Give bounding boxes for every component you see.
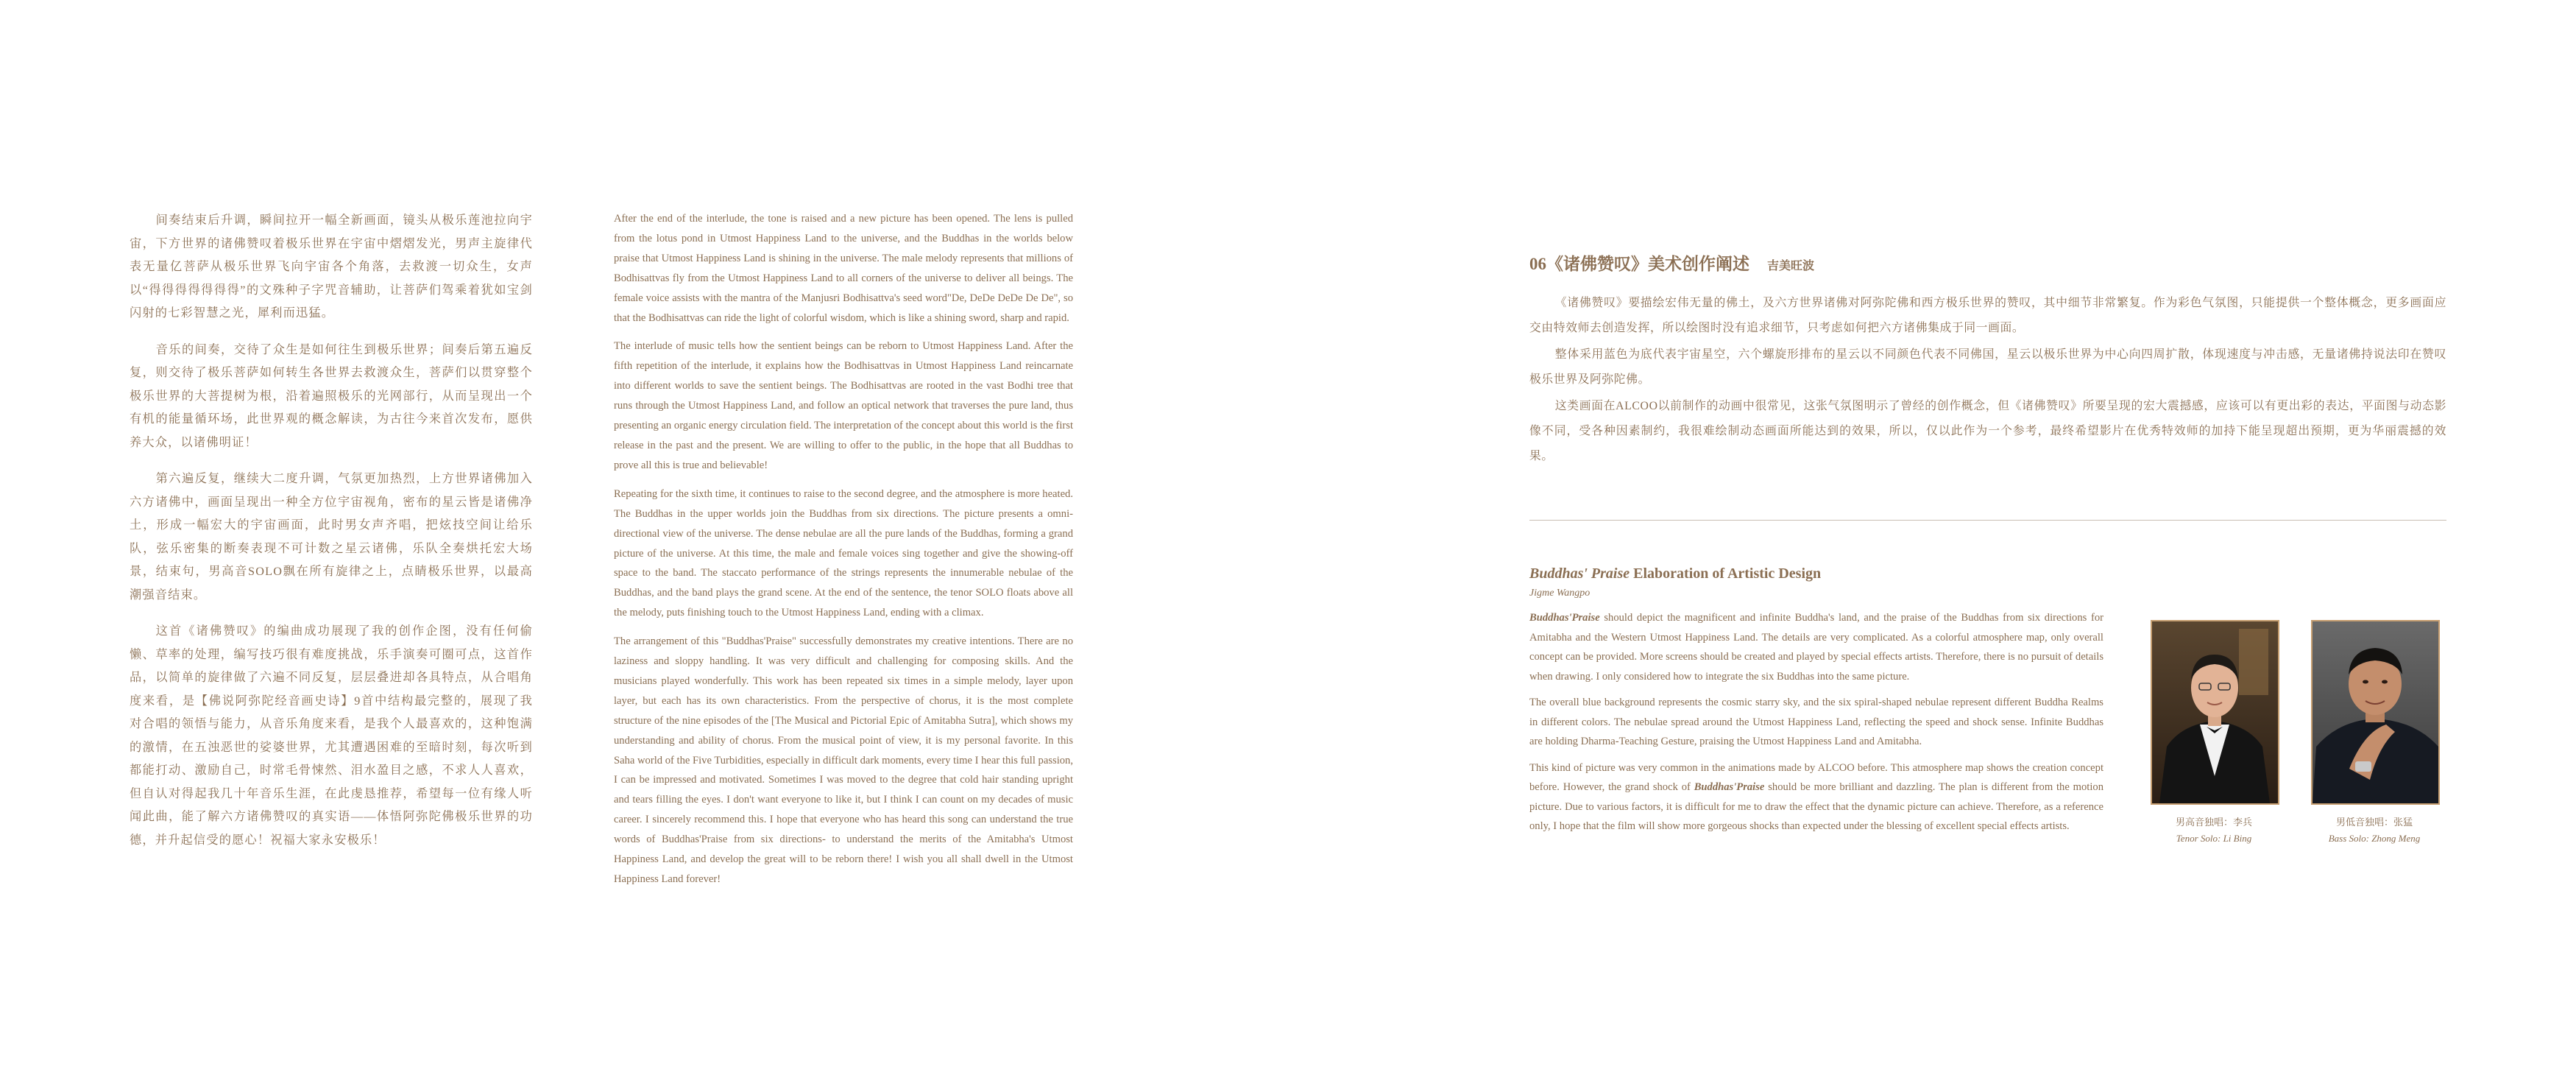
cn-paragraph: 第六遍反复，继续大二度升调，气氛更加热烈，上方世界诸佛加入六方诸佛中，画面呈现出一种全方位宇宙视角，密布的星云皆是诸佛净土，形成一幅宏大的宇宙画面，此时男女声齐唱，把炫技空间让给乐队，弦乐密集的断奏表现不可计数之星云诸佛，乐队全奏烘托宏大场景，结束句，男高音SOLO飘在所有旋律之上，点睛极乐世界，以最高潮强音结束。	[130, 472, 533, 602]
middle-english-column	[614, 209, 1073, 898]
bass-caption	[2301, 814, 2448, 847]
paragraph-text: This kind of picture was very common in the animations made by ALCOO before. This atmosphere map shows the creation concept before. However, the grand shock of	[1529, 761, 2103, 793]
inline-title: Buddhas'Praise	[1694, 781, 1765, 793]
tenor-portrait-photo	[2151, 620, 2279, 805]
english-title	[1529, 565, 2103, 582]
bass-caption-cn: 男低音独唱：张猛	[2335, 817, 2413, 828]
section-divider	[1529, 520, 2446, 521]
en-paragraph	[1529, 758, 2103, 836]
cn-paragraph: 音乐的间奏，交待了众生是如何往生到极乐世界；间奏后第五遍反复，则交待了极乐菩萨如何转生各世界去救渡众生，菩萨们以贯穿整个极乐世界的大菩提树为根，沿着遍照极乐的光网部行，从而呈现出一个有机的能量循环场，此世界观的概念解读，为古往今来首次发布，愿供养大众，以诸佛明证！	[130, 342, 533, 449]
section-title-text: 06《诸佛赞叹》美术创作阐述	[1529, 255, 1749, 273]
right-chinese-section	[1529, 250, 2446, 471]
inline-title: Buddhas'Praise	[1529, 612, 1600, 624]
bass-caption-en: Bass Solo: Zhong Meng	[2328, 833, 2421, 844]
en-paragraph	[1529, 608, 2103, 686]
english-author: Jigme Wangpo	[1529, 588, 1590, 599]
section-body	[1529, 291, 2446, 469]
cn-paragraph: 这类画面在ALCOO以前制作的动画中很常见，这张气氛图明示了曾经的创作概念，但《诸佛赞叹》所要呈现的宏大震撼感，应该可以有更出彩的表达，平面图与动态影像不同，受各种因素制约，我很难绘制动态画面所能达到的效果，所以，仅以此作为一个参考，最终希望影片在优秀特效师的加持下能呈现超出预期，更为华丽震撼的效果。	[1529, 400, 2446, 462]
en-paragraph: The arrangement of this "Buddhas'Praise" successfully demonstrates my creative intentions. There are no laziness and sloppy handling. It was very difficult and challenging for composing skills. And the musicians played wonderfully. This work has been repeated six times in a simple melody, layer upon layer, but each has its own characteristics. From the perspective of chorus, it is the most complete structure of the nine episodes of the [The Musical and Pictorial Epic of Amitabha Sutra], which shows my understanding and ability of chorus. From the musical point of view, it is my personal favorite. In this Saha world of the Five Turbidities, especially in difficult dark moments, every time I hear this full passion, I can be impressed and motivated. Sometimes I was moved to the degree that cold hair standing upright and tears filling the eyes. I don't want everyone to like it, but I think I can count on my decades of music career. I sincerely recommend this. I hope that everyone who has heard this song can understand the true words of Buddhas'Praise from six directions- to understand the merits of the Amitabha's Utmost Happiness Land, and develop the great will to be reborn there! I wish you all shall dwell in the Utmost Happiness Land forever!	[614, 635, 1073, 885]
left-chinese-column	[130, 209, 533, 865]
tenor-caption-cn: 男高音独唱：李兵	[2175, 817, 2252, 828]
paragraph-text: should depict the magnificent and infinite Buddha's land, and the praise of the Buddhas from six directions for Amitabha and the Western Utmost Happiness Land. The details are very complicated. As a colorful atmosphere map, only overall concept can be provided. More screens should be created and played by special effects artists. Therefore, there is no pursuit of details when drawing. I only considered how to integrate the six Buddhas into the same picture.	[1529, 612, 2103, 683]
title-rest: Elaboration of Artistic Design	[1630, 565, 1822, 582]
section-author: 吉美旺波	[1767, 260, 1815, 272]
tenor-caption-en: Tenor Solo: Li Bing	[2176, 833, 2252, 844]
right-english-section	[1529, 565, 2103, 843]
bass-portrait-photo	[2311, 620, 2440, 805]
en-paragraph: The overall blue background represents the cosmic starry sky, and the six spiral-shaped nebulae represent different Buddha Realms in different colors. The nebulae spread around the Utmost Happiness Land, reflecting the speed and shock sense. Infinite Buddhas are holding Dharma-Teaching Gesture, praising the Utmost Happiness Land and Amitabha.	[1529, 697, 2103, 747]
cn-paragraph: 整体采用蓝色为底代表宇宙星空，六个螺旋形排布的星云以不同颜色代表不同佛国，星云以极乐世界为中心向四周扩散，体现速度与冲击感，无量诸佛持说法印在赞叹极乐世界及阿弥陀佛。	[1529, 348, 2446, 386]
en-paragraph: After the end of the interlude, the tone is raised and a new picture has been opened. The lens is pulled from the lotus pond in Utmost Happiness Land to the universe, and the Buddhas in the worlds below praise that Utmost Happiness Land is shining in the universe. The male melody represents that millions of Bodhisattvas fly from the Utmost Happiness Land to all corners of the universe to deliver all beings. The female voice assists with the mantra of the Manjusri Bodhisattva's seed word"De, DeDe DeDe De De", so that the Bodhisattvas can ride the light of colorful wisdom, which is like a shining sword, sharp and rapid.	[614, 213, 1073, 324]
section-title	[1529, 250, 2446, 275]
paragraph-text: should be more brilliant and dazzling. The plan is different from the motion picture. Due to various factors, it is difficult for me to draw the effect that the dynamic picture can achieve. Therefore, as a reference only, I hope that the film will show more gorgeous shocks than expected under the blessing of excellent special effects artists.	[1529, 781, 2103, 832]
en-paragraph: Repeating for the sixth time, it continues to raise to the second degree, and the atmosphere is more heated. The Buddhas in the upper worlds join the Buddhas from six directions. The picture presents a omni-directional view of the universe. The dense nebulae are all the pure lands of the Buddhas, forming a grand picture of the universe. At this time, the male and female voices sing together and give the showing-off space to the band. The staccato performance of the strings represents the innumerable nebulae of the Buddhas, and the band plays the grand scene. At the end of the sentence, the tenor SOLO floats above all the melody, puts finishing touch to the Utmost Happiness Land, ending with a climax.	[614, 487, 1073, 619]
en-paragraph: The interlude of music tells how the sentient beings can be reborn to Utmost Happiness Land. After the fifth repetition of the interlude, it explains how the Bodhisattvas in Utmost Happiness Land reincarnate into different worlds to save the sentient beings. The Bodhisattvas are rooted in the vast Bodhi tree that runs through the Utmost Happiness Land, and follow an optical network that traverses the pure land, thus presenting an organic energy circulation field. The interpretation of the concept about this world is the first release in the past and the present. We are willing to offer to the public, in the hope that all Buddhas to prove all this is true and believable!	[614, 340, 1073, 471]
tenor-caption	[2140, 814, 2287, 847]
english-body	[1529, 608, 2103, 836]
cn-paragraph: 间奏结束后升调，瞬间拉开一幅全新画面，镜头从极乐莲池拉向宇宙，下方世界的诸佛赞叹着极乐世界在宇宙中熠熠发光，男声主旋律代表无量亿菩萨从极乐世界飞向宇宙各个角落，去救渡一切众生，女声以“得得得得得得得”的文殊种子字咒音辅助，让菩萨们驾乘着犹如宝剑闪射的七彩智慧之光，犀利而迅猛。	[130, 214, 533, 320]
cn-paragraph: 《诸佛赞叹》要描绘宏伟无量的佛土，及六方世界诸佛对阿弥陀佛和西方极乐世界的赞叹，其中细节非常繁复。作为彩色气氛图，只能提供一个整体概念，更多画面应交由特效师去创造发挥，所以绘图时没有追求细节，只考虑如何把六方诸佛集成于同一画面。	[1529, 297, 2446, 334]
cn-paragraph: 这首《诸佛赞叹》的编曲成功展现了我的创作企图，没有任何偷懒、草率的处理，编写技巧很有难度挑战，乐手演奏可圈可点，这首作品，以简单的旋律做了六遍不同反复，层层叠进却各具特点，从合唱角度来看，是【佛说阿弥陀经音画史诗】9首中结构最完整的，展现了我对合唱的领悟与能力，从音乐角度来看，是我个人最喜欢的，这种饱满的激情，在五浊恶世的娑婆世界，尤其遭遇困难的至暗时刻，每次听到都能打动、激励自己，时常毛骨悚然、泪水盈目之感，不求人人喜欢，但自认对得起我几十年音乐生涯，在此虔恳推荐，希望每一位有缘人听闻此曲，能了解六方诸佛赞叹的真实语——体悟阿弥陀佛极乐世界的功德，并升起信受的愿心！祝福大家永安极乐！	[130, 624, 533, 847]
title-italic: Buddhas' Praise	[1529, 565, 1630, 582]
